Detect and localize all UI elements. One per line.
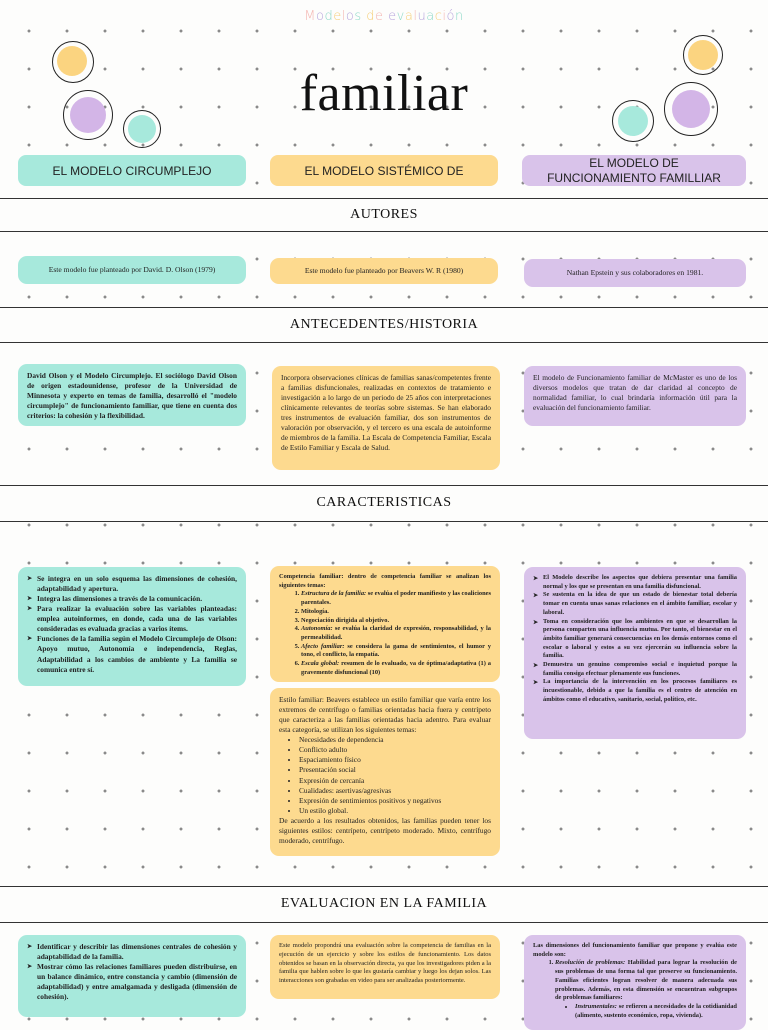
kicker-letter: d <box>366 9 376 24</box>
divider <box>0 922 768 923</box>
sub-list-item-text: se refieren a necesidades de la cotidianidad (alimento, sustento económico, ropa, vivienda). <box>575 1002 737 1019</box>
list-item <box>301 643 491 660</box>
evaluacion-sistemico: Este modelo propondrá una evaluación sobre la competencia de familias en la ejecución de un ejercicio y sobre los estilos de funcionamiento. Los datos obtenidos se basan en la observación directa, ya que los investigadores piden a la familia que hablen sobre lo que les gustaría cambiar y luego los dejan solos. Las interacciones son grabadas en video para ser analizadas posteriormente. <box>270 935 500 999</box>
divider <box>0 485 768 486</box>
section-title-autores: AUTORES <box>350 207 418 222</box>
kicker-letter: o <box>345 9 355 24</box>
list-item-term: Estructura de la familia: <box>301 590 367 598</box>
caracteristicas-funcionamiento-list <box>533 574 737 705</box>
caracteristicas-sistemico-estilo <box>270 688 500 856</box>
list-item-text: Negociación dirigida al objetivo. <box>301 616 390 624</box>
autores-sistemico: Este modelo fue planteado por Beavers W. R (1980) <box>270 258 498 284</box>
section-title-caracteristicas: CARACTERISTICAS <box>316 495 452 510</box>
list-item: ➤ Identificar y describir las dimensiones centrales de cohesión y adaptabilidad de la familia. <box>37 942 237 962</box>
list-item: • Conflicto adulto <box>299 745 491 755</box>
list-item: • Presentación social <box>299 765 491 775</box>
list-item: ➤ Integra las dimensiones a través de la comunicación. <box>37 594 237 604</box>
list-item-text: resumen de lo evaluado, va de óptima/adaptativa (1) a gravemente disfuncional (10) <box>301 660 491 676</box>
divider <box>0 521 768 522</box>
list-item <box>301 608 491 617</box>
sub-list-item-term: Instrumentales: <box>575 1002 617 1010</box>
list-item: ➤ Demuestra un genuino compromiso social e inquietud porque la familia consiga efectuar plenamente sus funciones. <box>543 661 737 678</box>
caracteristicas-funcionamiento <box>524 567 746 739</box>
kicker-letter: u <box>417 9 427 24</box>
list-item <box>301 625 491 642</box>
estilo-intro: Estilo familiar: Beavers establece un estilo familiar que varía entre los extremos de centrífugo o familias orientadas hacia fuera y centrípeto que caracteriza a las familias orientadas hacia adentro. Para evaluar esta categoría, se utilizan los siguientes temas: <box>279 695 491 735</box>
kicker-letter: M <box>304 9 317 24</box>
kicker-letter: d <box>324 9 334 24</box>
list-item: • Expresión de sentimientos positivos y negativos <box>299 796 491 806</box>
list-item-text: Habilidad para lograr la resolución de sus problemas de una forma tal que preserve su funcionamiento. Familias eficientes logran resolver de manera adecuada sus problemas. Además, en esta dimensión se encuentran subgrupos de problemas familiares: <box>555 959 737 1002</box>
list-item-text: se evalúa la claridad de expresión, responsabilidad, y la permeabilidad. <box>301 625 491 641</box>
estilo-list <box>279 735 491 816</box>
kicker-letter: n <box>454 9 464 24</box>
list-item: ➤ Toma en consideración que los ambientes en que se desarrollan la persona comparten una influencia mutua. Por tanto, el bienestar en el ámbito familiar generará consecuencias en los demás entornos como el escolar o laboral y estos a su vez ejercerán su influencia sobre la familia. <box>543 618 737 662</box>
kicker-letter: ó <box>446 9 455 24</box>
column-header-funcionamiento <box>522 155 746 186</box>
evaluacion-circumplejo-list <box>27 942 237 1002</box>
list-item: ➤ Para realizar la evaluación sobre las variables planteadas: emplea autoinformes, en donde, cada una de las variables consideradas es evaluada gracias a varios ítems. <box>37 604 237 634</box>
list-item <box>301 617 491 626</box>
list-item <box>301 590 491 607</box>
kicker-letter: a <box>404 9 414 24</box>
list-item-text: Mitología. <box>301 607 329 615</box>
kicker-letter: l <box>341 9 346 24</box>
list-item: ➤ Se sustenta en la idea de que un estado de bienestar total debería tomar en cuenta unas sanas relaciones en el ámbito familiar, escolar y laboral. <box>543 591 737 617</box>
kicker-letter: o <box>316 9 325 24</box>
divider <box>0 886 768 887</box>
column-header-funcionamiento-line1: EL MODELO DE <box>589 155 679 170</box>
kicker-letter: a <box>426 9 435 24</box>
page-title: familiar <box>299 65 469 122</box>
sub-list <box>555 1003 737 1020</box>
autores-funcionamiento: Nathan Epstein y sus colaboradores en 1981. <box>524 259 746 287</box>
list-item: • Cualidades: asertivas/agresivas <box>299 786 491 796</box>
kicker-letter: v <box>396 9 405 24</box>
list-item-term: Afecto familiar: <box>301 642 345 650</box>
list-item-term: Escala global: <box>301 660 340 668</box>
kicker-letter: e <box>388 9 397 24</box>
caracteristicas-circumplejo <box>18 567 246 686</box>
list-item-term: Resolución de problemas: <box>555 959 626 967</box>
list-item: • Expresión de cercanía <box>299 776 491 786</box>
autores-circumplejo: Este modelo fue planteado por David. D. Olson (1979) <box>18 256 246 284</box>
column-header-circumplejo: EL MODELO CIRCUMPLEJO <box>18 155 246 186</box>
antecedentes-funcionamiento: El modelo de Funcionamiento familiar de McMaster es uno de los diversos modelos que tratan de dar claridad al concepto de normalidad familiar, lo cual brindaría información útil para la evaluación del funcionamiento familiar. <box>524 366 746 426</box>
column-header-funcionamiento-line2: FUNCIONAMIENTO FAMILLIAR <box>547 170 721 185</box>
list-item: ➤ Se integra en un solo esquema las dimensiones de cohesión, adaptabilidad y apertura. <box>37 574 237 594</box>
list-item: • Necesidades de dependencia <box>299 735 491 745</box>
section-title-evaluacion: EVALUACION EN LA FAMILIA <box>280 896 488 911</box>
section-title-antecedentes: ANTECEDENTES/HISTORIA <box>289 317 479 332</box>
kicker-letter: c <box>434 9 443 24</box>
divider <box>0 307 768 308</box>
estilo-outro: De acuerdo a los resultados obtenidos, las familias pueden tener los siguientes estilos: centrípeto, centrípeto moderado. Mixto, centrífugo moderado, centrífugo. <box>279 815 491 845</box>
list-item: • Espaciamiento físico <box>299 755 491 765</box>
competencia-intro: Competencia familiar: dentro de competencia familiar se analizan los siguientes temas: <box>279 573 491 589</box>
evaluacion-circumplejo <box>18 935 246 1017</box>
caracteristicas-circumplejo-list <box>27 574 237 675</box>
evaluacion-funcionamiento-intro: Las dimensiones del funcionamiento familiar que propone y evalúa este modelo son: <box>533 942 737 958</box>
list-item-text: se considera la gama de sentimientos, el humor y tono, el conflicto, la empatía. <box>301 642 491 659</box>
page-kicker <box>0 9 768 24</box>
column-header-sistemico: EL MODELO SISTÉMICO DE <box>270 155 498 186</box>
list-item: ➤ Funciones de la familia según el Modelo Circumplejo de Olson: Apoyo mutuo, Autonomía e independencia, Reglas, Adaptabilidad a los cambios de ambiente y La familia se comunica entre sí. <box>37 634 237 674</box>
kicker-letter: s <box>354 9 362 24</box>
divider <box>0 342 768 343</box>
antecedentes-sistemico: Incorpora observaciones clínicas de familias sanas/competentes frente a familias disfuncionales, realizadas en contextos de tratamiento e investigación a lo largo de un periodo de 25 años con interpretaciones clínicamente relevantes de teorías sobre sistemas. Se han elaborado tres instrumentos de evaluación familiar, dos son instrumentos de valoración por observación, y el tercero es una escala de autoinforme de miembros de la familia. La Escala de Competencia Familiar, Escala de Estilo Familiar y Escala de Salud. <box>272 366 500 470</box>
kicker-letter: e <box>333 9 342 24</box>
list-item: ➤ El Modelo describe los aspectos que debiera presentar una familia normal y los que se presentan en una familia disfuncional. <box>543 574 737 591</box>
list-item: ➤ La importancia de la intervención en los procesos familiares es incuestionable, debido a que la familia es el centro de atención en ámbitos como el educativo, sanitario, social, político, etc. <box>543 678 737 704</box>
list-item: • Un estilo global. <box>299 806 491 816</box>
divider <box>0 231 768 232</box>
caracteristicas-sistemico-competencia <box>270 566 500 682</box>
list-item <box>301 660 491 677</box>
list-item <box>555 959 737 1020</box>
kicker-letter: i <box>442 9 447 24</box>
divider <box>0 198 768 199</box>
sub-list-item <box>575 1003 737 1020</box>
antecedentes-circumplejo: David Olson y el Modelo Circumplejo. El sociólogo David Olson de origen estadounidense, profesor de la Universidad de Minnesota y experto en temas de familia, desarrolló el "modelo circumplejo" de funcionamiento familiar, que tiene en cuenta dos criterios: la cohesión y la flexibilidad. <box>18 364 246 426</box>
kicker-letter: e <box>375 9 384 24</box>
list-item: ➤ Mostrar cómo las relaciones familiares pueden distribuirse, en un balance dinámico, entre constancia y cambio (dimensión de adaptabilidad) y entre amalgamada y desligada (dimensión de cohesión). <box>37 962 237 1002</box>
list-item-term: Autonomía: <box>301 625 333 633</box>
competencia-list <box>279 590 491 677</box>
evaluacion-funcionamiento-list <box>533 959 737 1020</box>
kicker-letter: l <box>413 9 418 24</box>
evaluacion-funcionamiento <box>524 935 746 1030</box>
list-item-text: se evalúa el poder manifiesto y las coaliciones parentales. <box>301 590 492 607</box>
